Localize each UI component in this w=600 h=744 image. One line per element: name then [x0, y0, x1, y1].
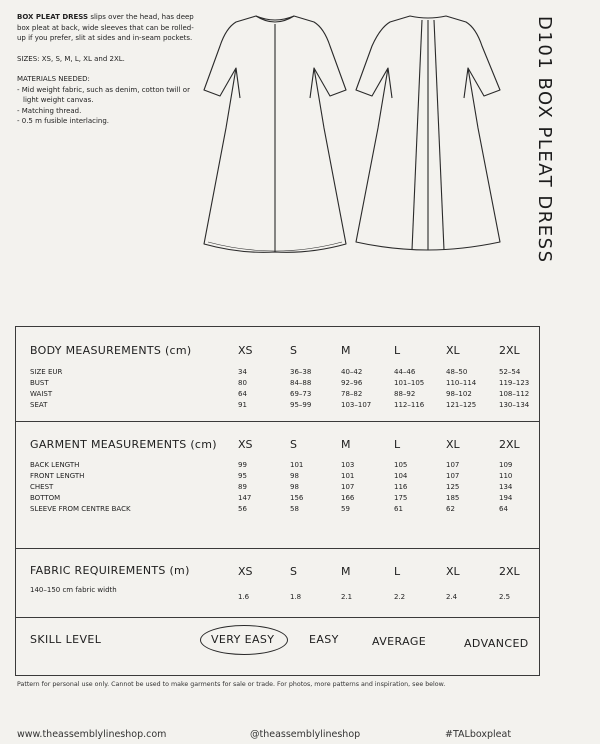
garment-cell: 134: [499, 483, 513, 491]
section-divider: [16, 548, 539, 549]
intro-description: BOX PLEAT DRESS slips over the head, has deep box pleat at back, wide sleeves that can be rolled-up if you prefer, slit at sides and in-seam pockets.: [17, 13, 194, 42]
materials-item: - 0.5 m fusible interlacing.: [17, 117, 110, 125]
garment-cell: 185: [446, 494, 460, 502]
fabric-cell: 2.2: [394, 593, 406, 601]
garment-cell: 110: [499, 472, 513, 480]
size-header: XS: [238, 565, 253, 578]
garment-cell: 166: [341, 494, 355, 502]
garment-cell: 147: [238, 494, 252, 502]
intro-text: [17, 12, 197, 127]
garment-cell: 62: [446, 505, 455, 513]
skill-level-easy: EASY: [309, 633, 339, 646]
body-cell: 88–92: [394, 390, 416, 398]
size-header: S: [290, 438, 297, 451]
body-row-label: BUST: [30, 379, 49, 387]
front-dress-illustration: [200, 10, 350, 262]
usage-note: Pattern for personal use only. Cannot be used to make garments for sale or trade. For photos, more patterns and inspiration, see below.: [17, 681, 446, 688]
garment-cell: 101: [290, 461, 304, 469]
measurements-table: [15, 326, 540, 676]
garment-cell: 98: [290, 483, 299, 491]
body-cell: 130–134: [499, 401, 530, 409]
skill-level-advanced: ADVANCED: [464, 637, 529, 650]
garment-cell: 59: [341, 505, 350, 513]
materials-heading: MATERIALS NEEDED:: [17, 75, 90, 83]
skill-level-label: SKILL LEVEL: [30, 633, 102, 646]
fabric-cell: 1.8: [290, 593, 302, 601]
body-cell: 95–99: [290, 401, 312, 409]
size-header: S: [290, 344, 297, 357]
garment-cell: 105: [394, 461, 408, 469]
size-header: XS: [238, 438, 253, 451]
garment-cell: 175: [394, 494, 408, 502]
garment-cell: 95: [238, 472, 247, 480]
size-header: 2XL: [499, 438, 520, 451]
body-cell: 44–46: [394, 368, 416, 376]
size-header: L: [394, 438, 401, 451]
body-cell: 40–42: [341, 368, 363, 376]
garment-measurements-heading: GARMENT MEASUREMENTS (cm): [30, 438, 217, 451]
fabric-cell: 2.5: [499, 593, 511, 601]
body-cell: 78–82: [341, 390, 363, 398]
body-cell: 112–116: [394, 401, 425, 409]
size-header: XL: [446, 344, 460, 357]
garment-row-label: BOTTOM: [30, 494, 61, 502]
fabric-requirements-heading: FABRIC REQUIREMENTS (m): [30, 564, 190, 577]
garment-cell: 125: [446, 483, 460, 491]
sizes-line: SIZES: XS, S, M, L, XL and 2XL.: [17, 54, 125, 63]
garment-cell: 107: [341, 483, 355, 491]
size-header: L: [394, 344, 401, 357]
body-cell: 84–88: [290, 379, 312, 387]
skill-level-average: AVERAGE: [372, 635, 427, 648]
garment-cell: 103: [341, 461, 355, 469]
garment-cell: 89: [238, 483, 247, 491]
body-cell: 121–125: [446, 401, 477, 409]
body-cell: 69–73: [290, 390, 312, 398]
size-header: M: [341, 565, 351, 578]
body-row-label: WAIST: [30, 390, 53, 398]
body-cell: 92–96: [341, 379, 363, 387]
garment-cell: 104: [394, 472, 408, 480]
materials-item: - Matching thread.: [17, 106, 82, 115]
body-measurements-heading: BODY MEASUREMENTS (cm): [30, 344, 192, 357]
garment-cell: 99: [238, 461, 247, 469]
body-cell: 52–54: [499, 368, 521, 376]
body-cell: 34: [238, 368, 247, 376]
size-header: XS: [238, 344, 253, 357]
size-header: S: [290, 565, 297, 578]
size-header: XL: [446, 438, 460, 451]
pattern-title: D101 BOX PLEAT DRESS: [534, 16, 555, 264]
garment-cell: 156: [290, 494, 304, 502]
garment-cell: 58: [290, 505, 299, 513]
fabric-cell: 2.1: [341, 593, 353, 601]
size-header: M: [341, 344, 351, 357]
section-divider: [16, 421, 539, 422]
footer-instagram: @theassemblylineshop: [250, 729, 361, 740]
body-cell: 103–107: [341, 401, 372, 409]
size-header: 2XL: [499, 565, 520, 578]
skill-level-very-easy: VERY EASY: [211, 633, 275, 646]
body-cell: 80: [238, 379, 247, 387]
materials-item: - Mid weight fabric, such as denim, cotton twill or light weight canvas.: [17, 85, 190, 104]
body-cell: 91: [238, 401, 247, 409]
size-header: M: [341, 438, 351, 451]
garment-cell: 109: [499, 461, 513, 469]
garment-cell: 116: [394, 483, 408, 491]
garment-cell: 64: [499, 505, 508, 513]
body-cell: 108–112: [499, 390, 530, 398]
section-divider: [16, 617, 539, 618]
garment-row-label: CHEST: [30, 483, 54, 491]
body-cell: 36–38: [290, 368, 312, 376]
body-cell: 98–102: [446, 390, 472, 398]
materials-list: [17, 85, 197, 127]
size-header: L: [394, 565, 401, 578]
garment-row-label: FRONT LENGTH: [30, 472, 85, 480]
garment-row-label: BACK LENGTH: [30, 461, 80, 469]
body-row-label: SIZE EUR: [30, 368, 63, 376]
fabric-row-label: 140–150 cm fabric width: [30, 586, 117, 594]
fabric-cell: 1.6: [238, 593, 250, 601]
body-cell: 119–123: [499, 379, 530, 387]
garment-cell: 98: [290, 472, 299, 480]
footer-website: www.theassemblylineshop.com: [17, 729, 167, 740]
body-cell: 110–114: [446, 379, 477, 387]
garment-row-label: SLEEVE FROM CENTRE BACK: [30, 505, 131, 513]
garment-cell: 101: [341, 472, 355, 480]
back-dress-illustration: [352, 10, 504, 262]
fabric-cell: 2.4: [446, 593, 458, 601]
garment-cell: 61: [394, 505, 403, 513]
body-row-label: SEAT: [30, 401, 48, 409]
body-cell: 101–105: [394, 379, 425, 387]
garment-cell: 107: [446, 472, 460, 480]
size-header: 2XL: [499, 344, 520, 357]
garment-cell: 56: [238, 505, 247, 513]
size-header: XL: [446, 565, 460, 578]
body-cell: 64: [238, 390, 247, 398]
garment-cell: 194: [499, 494, 513, 502]
body-cell: 48–50: [446, 368, 468, 376]
garment-cell: 107: [446, 461, 460, 469]
footer-hashtag: #TALboxpleat: [445, 729, 512, 740]
